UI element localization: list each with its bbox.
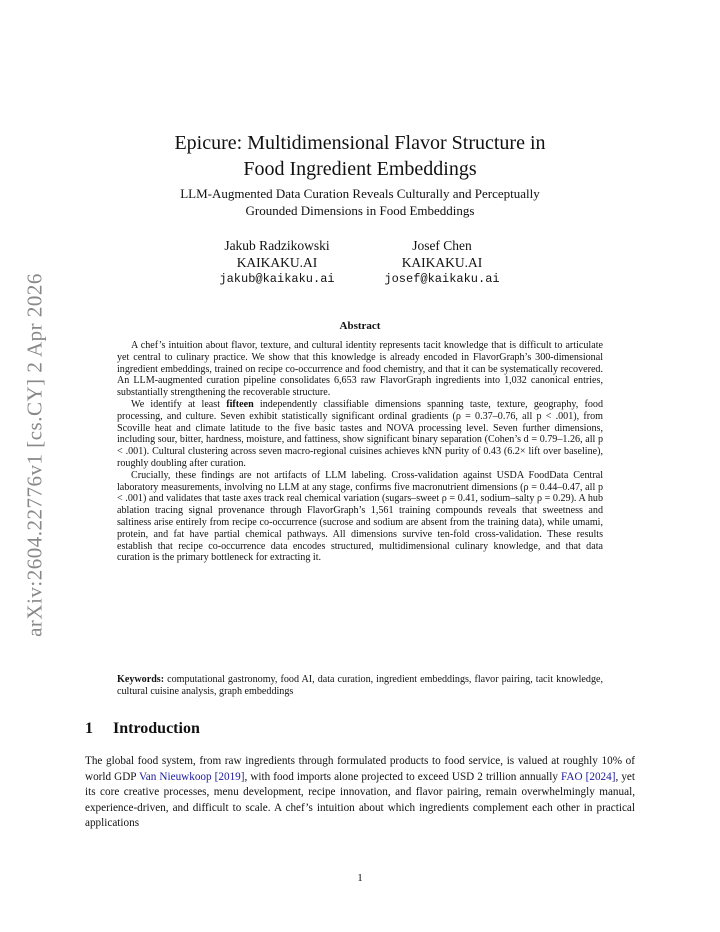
keywords-list: computational gastronomy, food AI, data curation, ingredient embeddings, flavor pairing, tacit knowledge, cultural cuisine analysis, graph embeddings [117, 674, 603, 697]
author-block-2 [342, 238, 542, 288]
abstract-p2-emphasis: fifteen [226, 398, 254, 410]
paper-subtitle [85, 185, 635, 219]
arxiv-sidebar [22, 265, 48, 645]
keywords-label: Keywords: [117, 674, 165, 685]
introduction-body [85, 754, 635, 832]
author-affiliation: KAIKAKU.AI [401, 254, 483, 270]
abstract-p2-end: independently classifiable dimensions spanning taste, texture, geography, food processing, and culture. Seven exhibit statistically significant ordinal gradients (ρ = 0.37–0.76, all p < .001), from Scoville heat and climate latitude to the five basic tastes and NOVA processing level. Seven further dimensions, including sour, bitter, hardness, moisture, and fattiness, show significant binary separation (Cohen’s d = 0.79–1.26, all p < .001). Cultural clustering across seven macro-regional cuisines achieves kNN purity of 0.43 (6.2× lift over baseline), roughly doubling after curation. [117, 398, 604, 469]
abstract-heading: Abstract [339, 320, 381, 332]
author-email[interactable]: josef@kaikaku.ai [384, 272, 500, 286]
title-line-1: Epicure: Multidimensional Flavor Structure in [174, 132, 546, 154]
introduction-paragraph [85, 754, 635, 832]
intro-text-1: The global food system, from raw ingredients through formulated products to food service, is valued at roughly 10% of world GDP [85, 755, 635, 783]
title-line-2: Food Ingredient Embeddings [243, 158, 477, 180]
arxiv-identifier: arXiv:2604.22776v1 [cs.CY] 2 Apr 2026 [22, 273, 47, 637]
abstract-paragraph-2 [117, 399, 603, 470]
citation-link[interactable]: FAO [2024] [561, 770, 616, 783]
author-name: Jakub Radzikowski [224, 238, 330, 253]
section-title: Introduction [113, 720, 200, 737]
citation-link[interactable]: Van Nieuwkoop [2019] [138, 770, 245, 783]
subtitle-line-1: LLM-Augmented Data Curation Reveals Culturally and Perceptually [180, 186, 540, 201]
intro-text-3: , yet its core creative processes, menu development, recipe innovation, and flavor pairing, remain overwhelmingly manual, experience-driven, and difficult to scale. A chef’s intuition about which ingredients complement each other in practical applications [85, 770, 635, 830]
page-number: 1 [357, 872, 363, 884]
subtitle-line-2: Grounded Dimensions in Food Embeddings [245, 203, 475, 218]
abstract-p2-start: We identify at least [131, 398, 227, 410]
paper-title [85, 130, 635, 182]
section-heading [85, 720, 200, 738]
author-name: Josef Chen [412, 238, 472, 253]
intro-text-2: , with food imports alone projected to exceed USD 2 trillion annually [244, 770, 562, 783]
keywords [117, 674, 603, 698]
abstract-body [117, 340, 603, 564]
section-number: 1 [85, 720, 93, 737]
abstract-paragraph-1: A chef’s intuition about flavor, texture, and cultural identity represents tacit knowledge that is difficult to articulate yet central to culinary practice. We show that this knowledge is already encoded in FlavorGraph’s 300-dimensional ingredient embeddings, trained on recipe co-occurrence and food chemistry, and that it can be systematically recovered. An LLM-augmented curation pipeline consolidates 6,653 raw FlavorGraph ingredients into 1,032 canonical entries, substantially strengthening the recoverable structure. [117, 340, 603, 399]
author-email[interactable]: jakub@kaikaku.ai [219, 272, 335, 286]
author-affiliation: KAIKAKU.AI [236, 254, 318, 270]
abstract-paragraph-3: Crucially, these findings are not artifacts of LLM labeling. Cross-validation against USDA FoodData Central laboratory measurements, involving no LLM at any stage, confirms five macronutrient dimensions (ρ = 0.44–0.47, all p < .001) and validates that taste axes track real chemical variation (sugars–sweet ρ = 0.41, sodium–salty ρ = 0.29). A hub ablation tracing signal provenance through FlavorGraph’s 1,561 training compounds reveals that sweetness and saltiness arise entirely from recipe co-occurrence (sucrose and sodium are absent from the training data), while umami, protein, and fat have partial chemical pathways. All dimensions survive ten-fold cross-validation. These results establish that recipe co-occurrence data encodes structured, multidimensional culinary knowledge, and that data curation is the primary bottleneck for extracting it. [117, 469, 603, 564]
